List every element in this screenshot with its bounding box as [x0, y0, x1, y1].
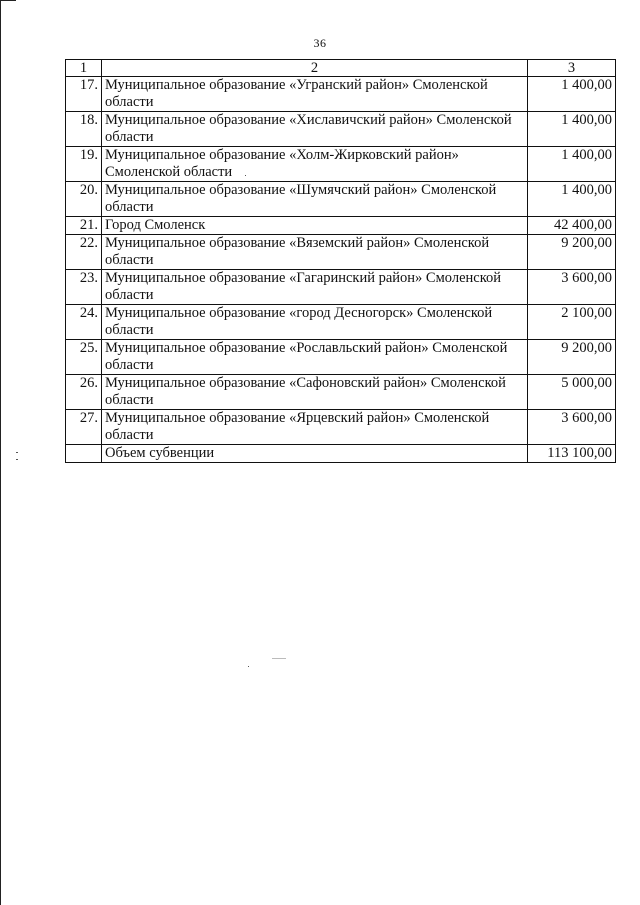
row-number: 24.	[66, 305, 102, 340]
table-row	[66, 235, 616, 270]
page-number: 36	[313, 36, 327, 50]
scan-artifact	[16, 452, 18, 453]
row-value: 2 100,00	[528, 305, 616, 340]
table-row	[66, 217, 616, 235]
row-number: 20.	[66, 182, 102, 217]
row-name: Муниципальное образование «Шумячский район» Смоленской области	[102, 182, 528, 217]
page-top-edge	[0, 0, 16, 1]
total-label: Объем субвенции	[102, 445, 528, 463]
row-value: 5 000,00	[528, 375, 616, 410]
row-number: 18.	[66, 112, 102, 147]
row-name: Город Смоленск	[102, 217, 528, 235]
row-value: 3 600,00	[528, 410, 616, 445]
row-number: 22.	[66, 235, 102, 270]
column-header-number: 1	[66, 60, 102, 77]
row-name: Муниципальное образование «Гагаринский район» Смоленской области	[102, 270, 528, 305]
row-value: 3 600,00	[528, 270, 616, 305]
row-value: 42 400,00	[528, 217, 616, 235]
row-value: 1 400,00	[528, 182, 616, 217]
row-name: Муниципальное образование «Холм-Жирковский район» Смоленской области	[102, 147, 528, 182]
row-number: 26.	[66, 375, 102, 410]
row-name: Муниципальное образование «Рославльский район» Смоленской области	[102, 340, 528, 375]
total-number	[66, 445, 102, 463]
row-number: 17.	[66, 77, 102, 112]
row-name: Муниципальное образование «Угранский район» Смоленской области	[102, 77, 528, 112]
scan-artifact	[16, 459, 18, 460]
page-left-edge	[0, 0, 1, 905]
column-header-name: 2	[102, 60, 528, 77]
row-value: 1 400,00	[528, 147, 616, 182]
column-header-value: 3	[528, 60, 616, 77]
row-name: Муниципальное образование «Сафоновский район» Смоленской области	[102, 375, 528, 410]
table-row	[66, 305, 616, 340]
table-header-row	[66, 60, 616, 77]
row-name: Муниципальное образование «Хиславичский район» Смоленской области	[102, 112, 528, 147]
row-number: 25.	[66, 340, 102, 375]
scan-artifact	[248, 666, 249, 667]
row-name: Муниципальное образование «город Десногорск» Смоленской области	[102, 305, 528, 340]
table-row	[66, 340, 616, 375]
scan-artifact	[245, 175, 246, 176]
row-name: Муниципальное образование «Вяземский район» Смоленской области	[102, 235, 528, 270]
row-name: Муниципальное образование «Ярцевский район» Смоленской области	[102, 410, 528, 445]
table-row	[66, 147, 616, 182]
table-row	[66, 270, 616, 305]
table-row	[66, 112, 616, 147]
row-number: 23.	[66, 270, 102, 305]
row-value: 9 200,00	[528, 235, 616, 270]
row-value: 1 400,00	[528, 77, 616, 112]
row-number: 21.	[66, 217, 102, 235]
table-total-row	[66, 445, 616, 463]
subsidy-table	[65, 59, 616, 463]
row-number: 27.	[66, 410, 102, 445]
table-row	[66, 182, 616, 217]
row-value: 1 400,00	[528, 112, 616, 147]
scan-artifact	[272, 658, 286, 659]
total-value: 113 100,00	[528, 445, 616, 463]
table-row	[66, 410, 616, 445]
row-value: 9 200,00	[528, 340, 616, 375]
table-row	[66, 375, 616, 410]
row-number: 19.	[66, 147, 102, 182]
table-row	[66, 77, 616, 112]
